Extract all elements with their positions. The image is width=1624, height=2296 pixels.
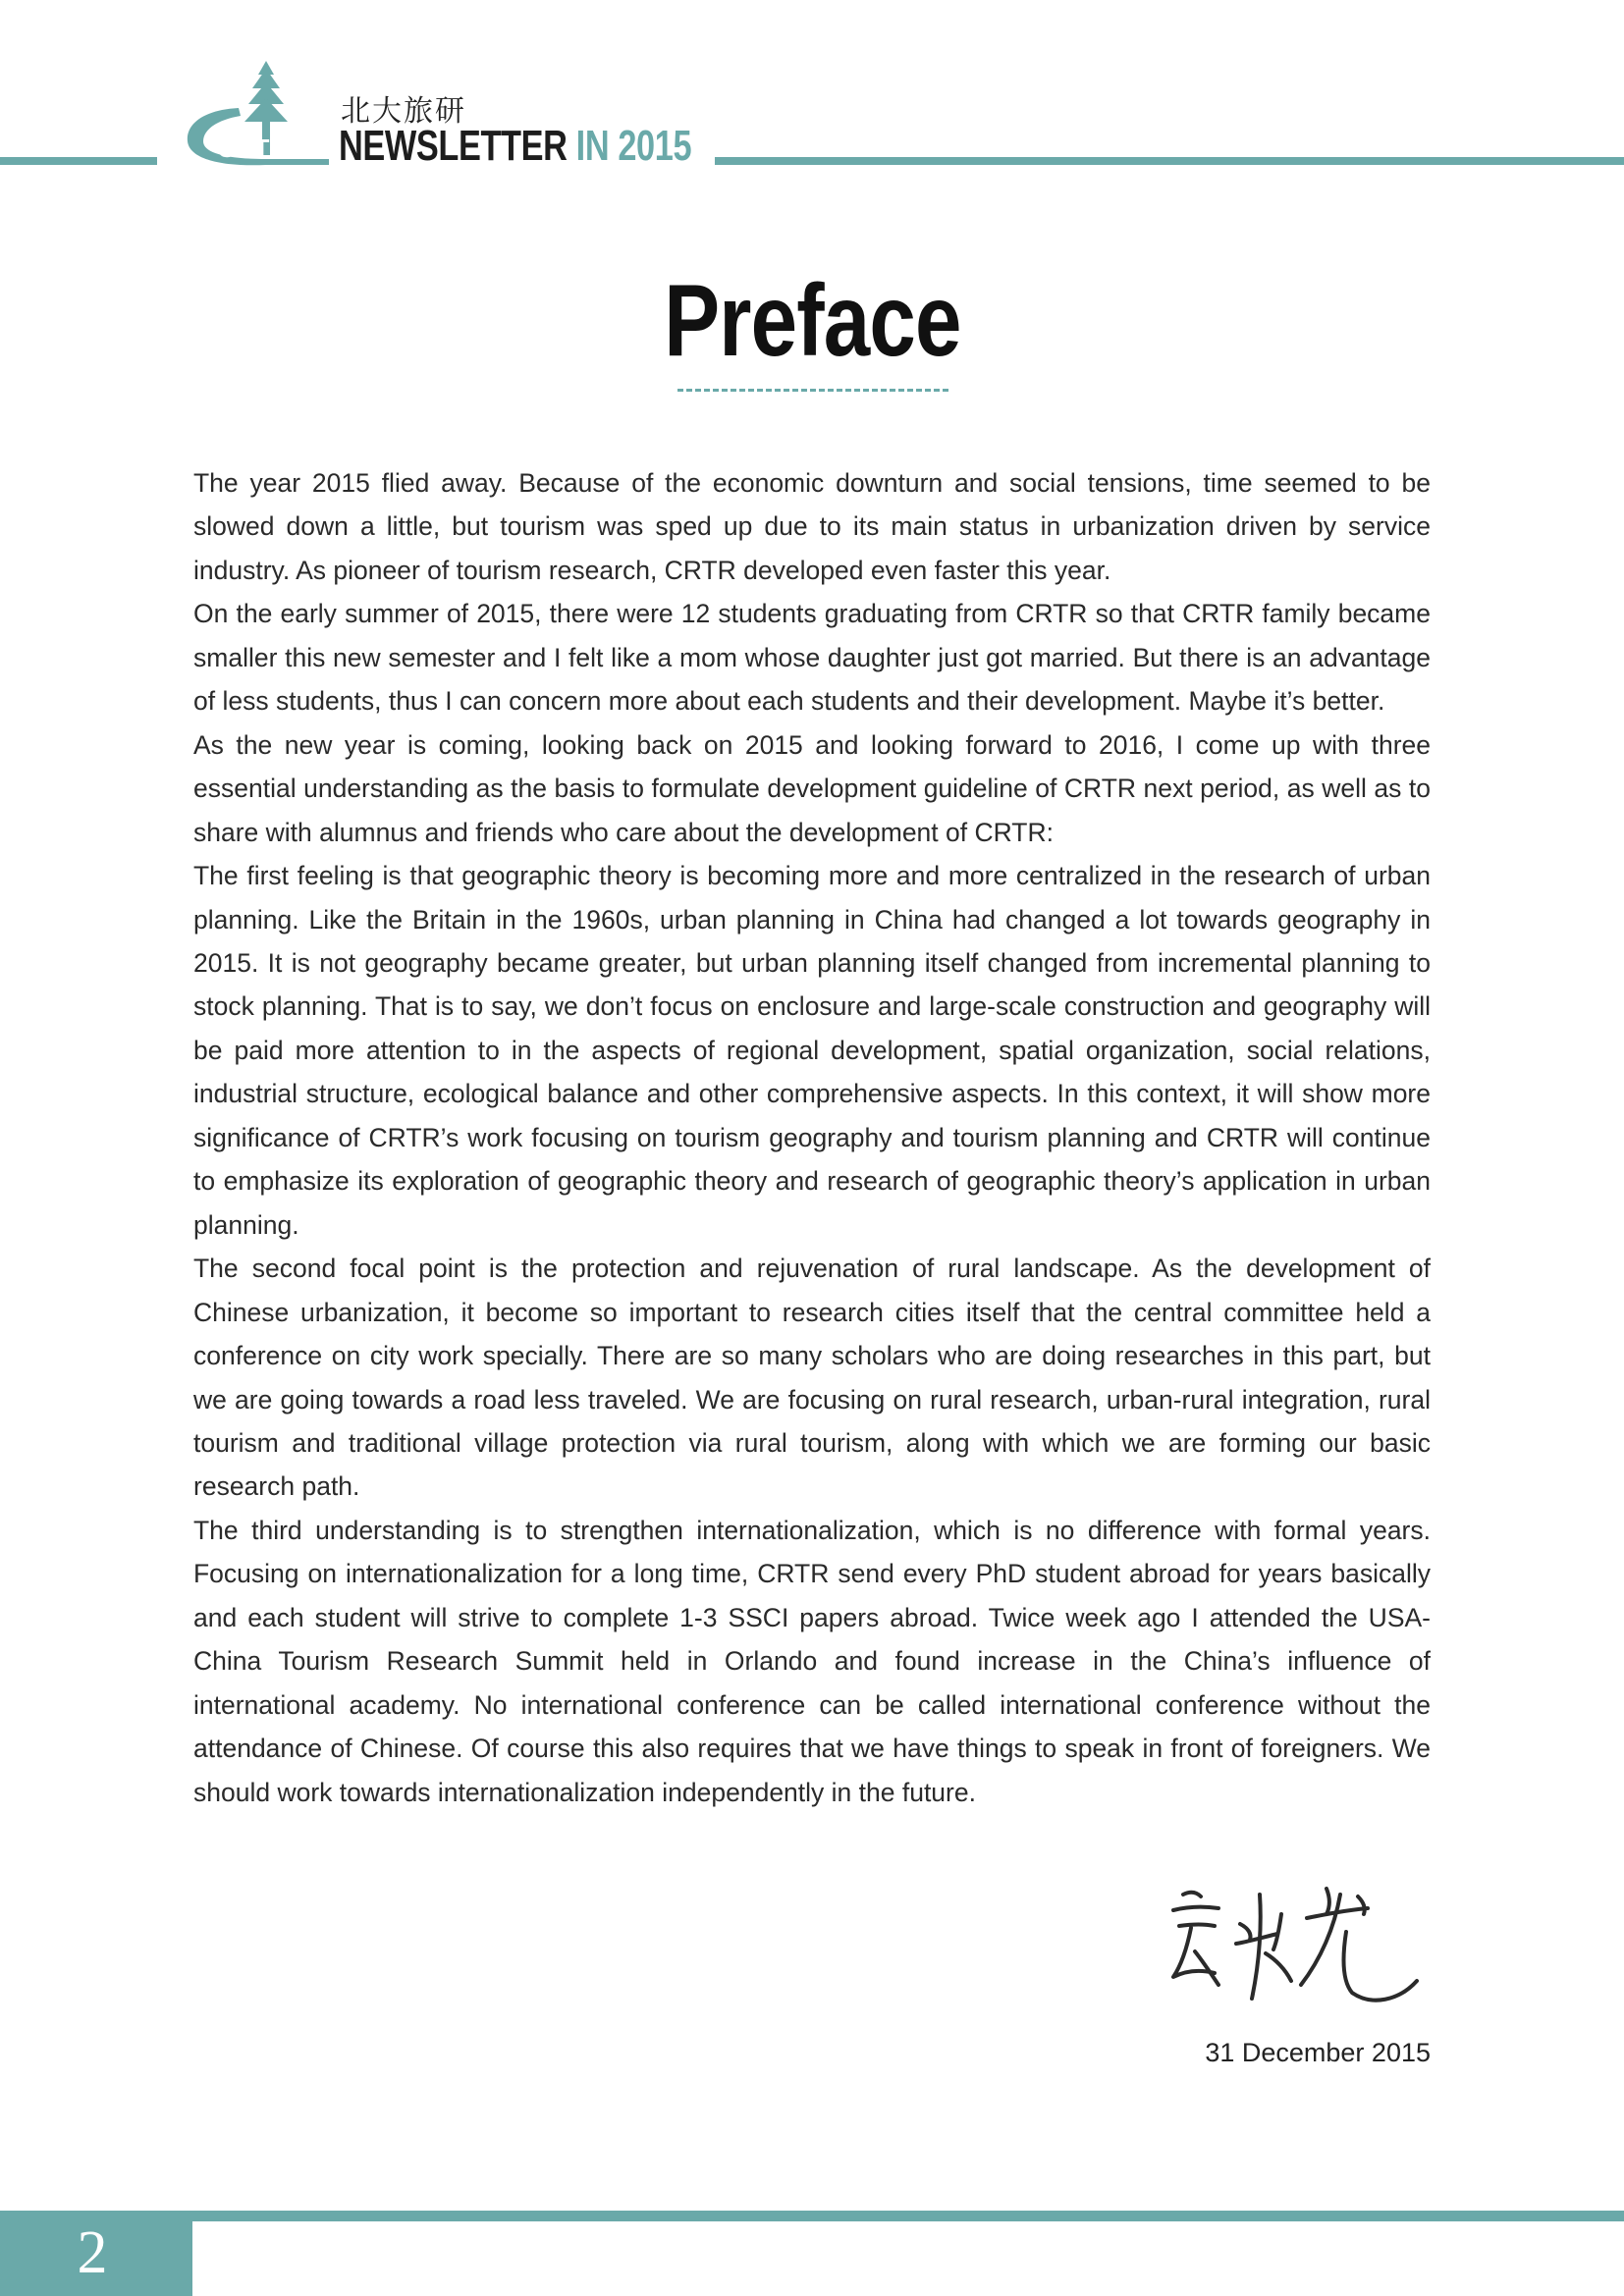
page-number: 2 xyxy=(77,2219,108,2286)
logo-letters: CRTR xyxy=(217,133,289,163)
logo-chinese-name: 北大旅研 xyxy=(341,94,466,129)
paragraph: As the new year is coming, looking back on 2015 and looking forward to 2016, I come up with three essential understanding as the basis to formulate development guideline of CRTR next period, as well as to share with alumnus and friends who care about the development of CRTR: xyxy=(193,729,1431,847)
paragraph: The second focal point is the protection and rejuvenation of rural landscape. As the development of Chinese urbanization, it become so important to research cities itself that the central committee held a conference on city work specially. There are so many scholars who are doing researches in this part, but we are going towards a road less traveled. We are focusing on rural research, urban-rural integration, rural tourism and traditional village protection via rural tourism, along with which we are forming our basic research path. xyxy=(193,1254,1431,1502)
paragraph: The third understanding is to strengthen internationalization, which is no difference with formal years. Focusing on internationalization for a long time, CRTR send every PhD student abroad for years basically and each student will strive to complete 1-3 SSCI papers abroad. Twice week ago I attended the USA-China Tourism Research Summit held in Orlando and found increase in the China’s influence of international academy. No international conference can be called international conference without the attendance of Chinese. Of course this also requires that we have things to speak in front of foreigners. We should work towards internationalization independently in the future. xyxy=(193,1515,1431,1807)
signature-date: 31 December 2015 xyxy=(1205,2038,1431,2067)
crtr-logo xyxy=(182,61,339,179)
header-rule-right xyxy=(715,157,1624,165)
paragraph: On the early summer of 2015, there were 12 students graduating from CRTR so that CRTR family became smaller this new semester and I felt like a mom whose daughter just got married. But there is an advantage of less students, thus I can concern more about each students and their development. Maybe it’s better. xyxy=(193,599,1431,717)
paragraph: The first feeling is that geographic theory is becoming more and more centralized in the research of urban planning. Like the Britain in the 1960s, urban planning in China had changed a lot towards geography in 2015. It is not geography became greater, but urban planning itself changed from incremental planning to stock planning. That is to say, we don’t focus on enclosure and large-scale construction and geography will be paid more attention to in the aspects of regional development, spatial organization, social relations, industrial structure, ecological balance and other comprehensive aspects. In this context, it will show more significance of CRTR’s work focusing on tourism geography and tourism planning and CRTR will continue to emphasize its exploration of geographic theory and research of geographic theory’s application in urban planning. xyxy=(193,861,1431,1240)
page-title: Preface xyxy=(663,264,961,378)
preface-body xyxy=(193,461,1431,1814)
header-rule-left xyxy=(0,157,157,165)
handwritten-signature xyxy=(1134,1875,1429,2022)
newsletter-title xyxy=(339,122,691,171)
title-dashed-rule xyxy=(677,389,948,392)
newsletter-year: IN 2015 xyxy=(575,122,692,170)
footer-rule xyxy=(0,2211,1624,2221)
paragraph: The year 2015 flied away. Because of the economic downturn and social tensions, time seemed to be slowed down a little, but tourism was sped up due to its main status in urbanization driven by service industry. As pioneer of tourism research, CRTR developed even faster this year. xyxy=(193,468,1431,585)
newsletter-label: NEWSLETTER xyxy=(339,122,568,170)
